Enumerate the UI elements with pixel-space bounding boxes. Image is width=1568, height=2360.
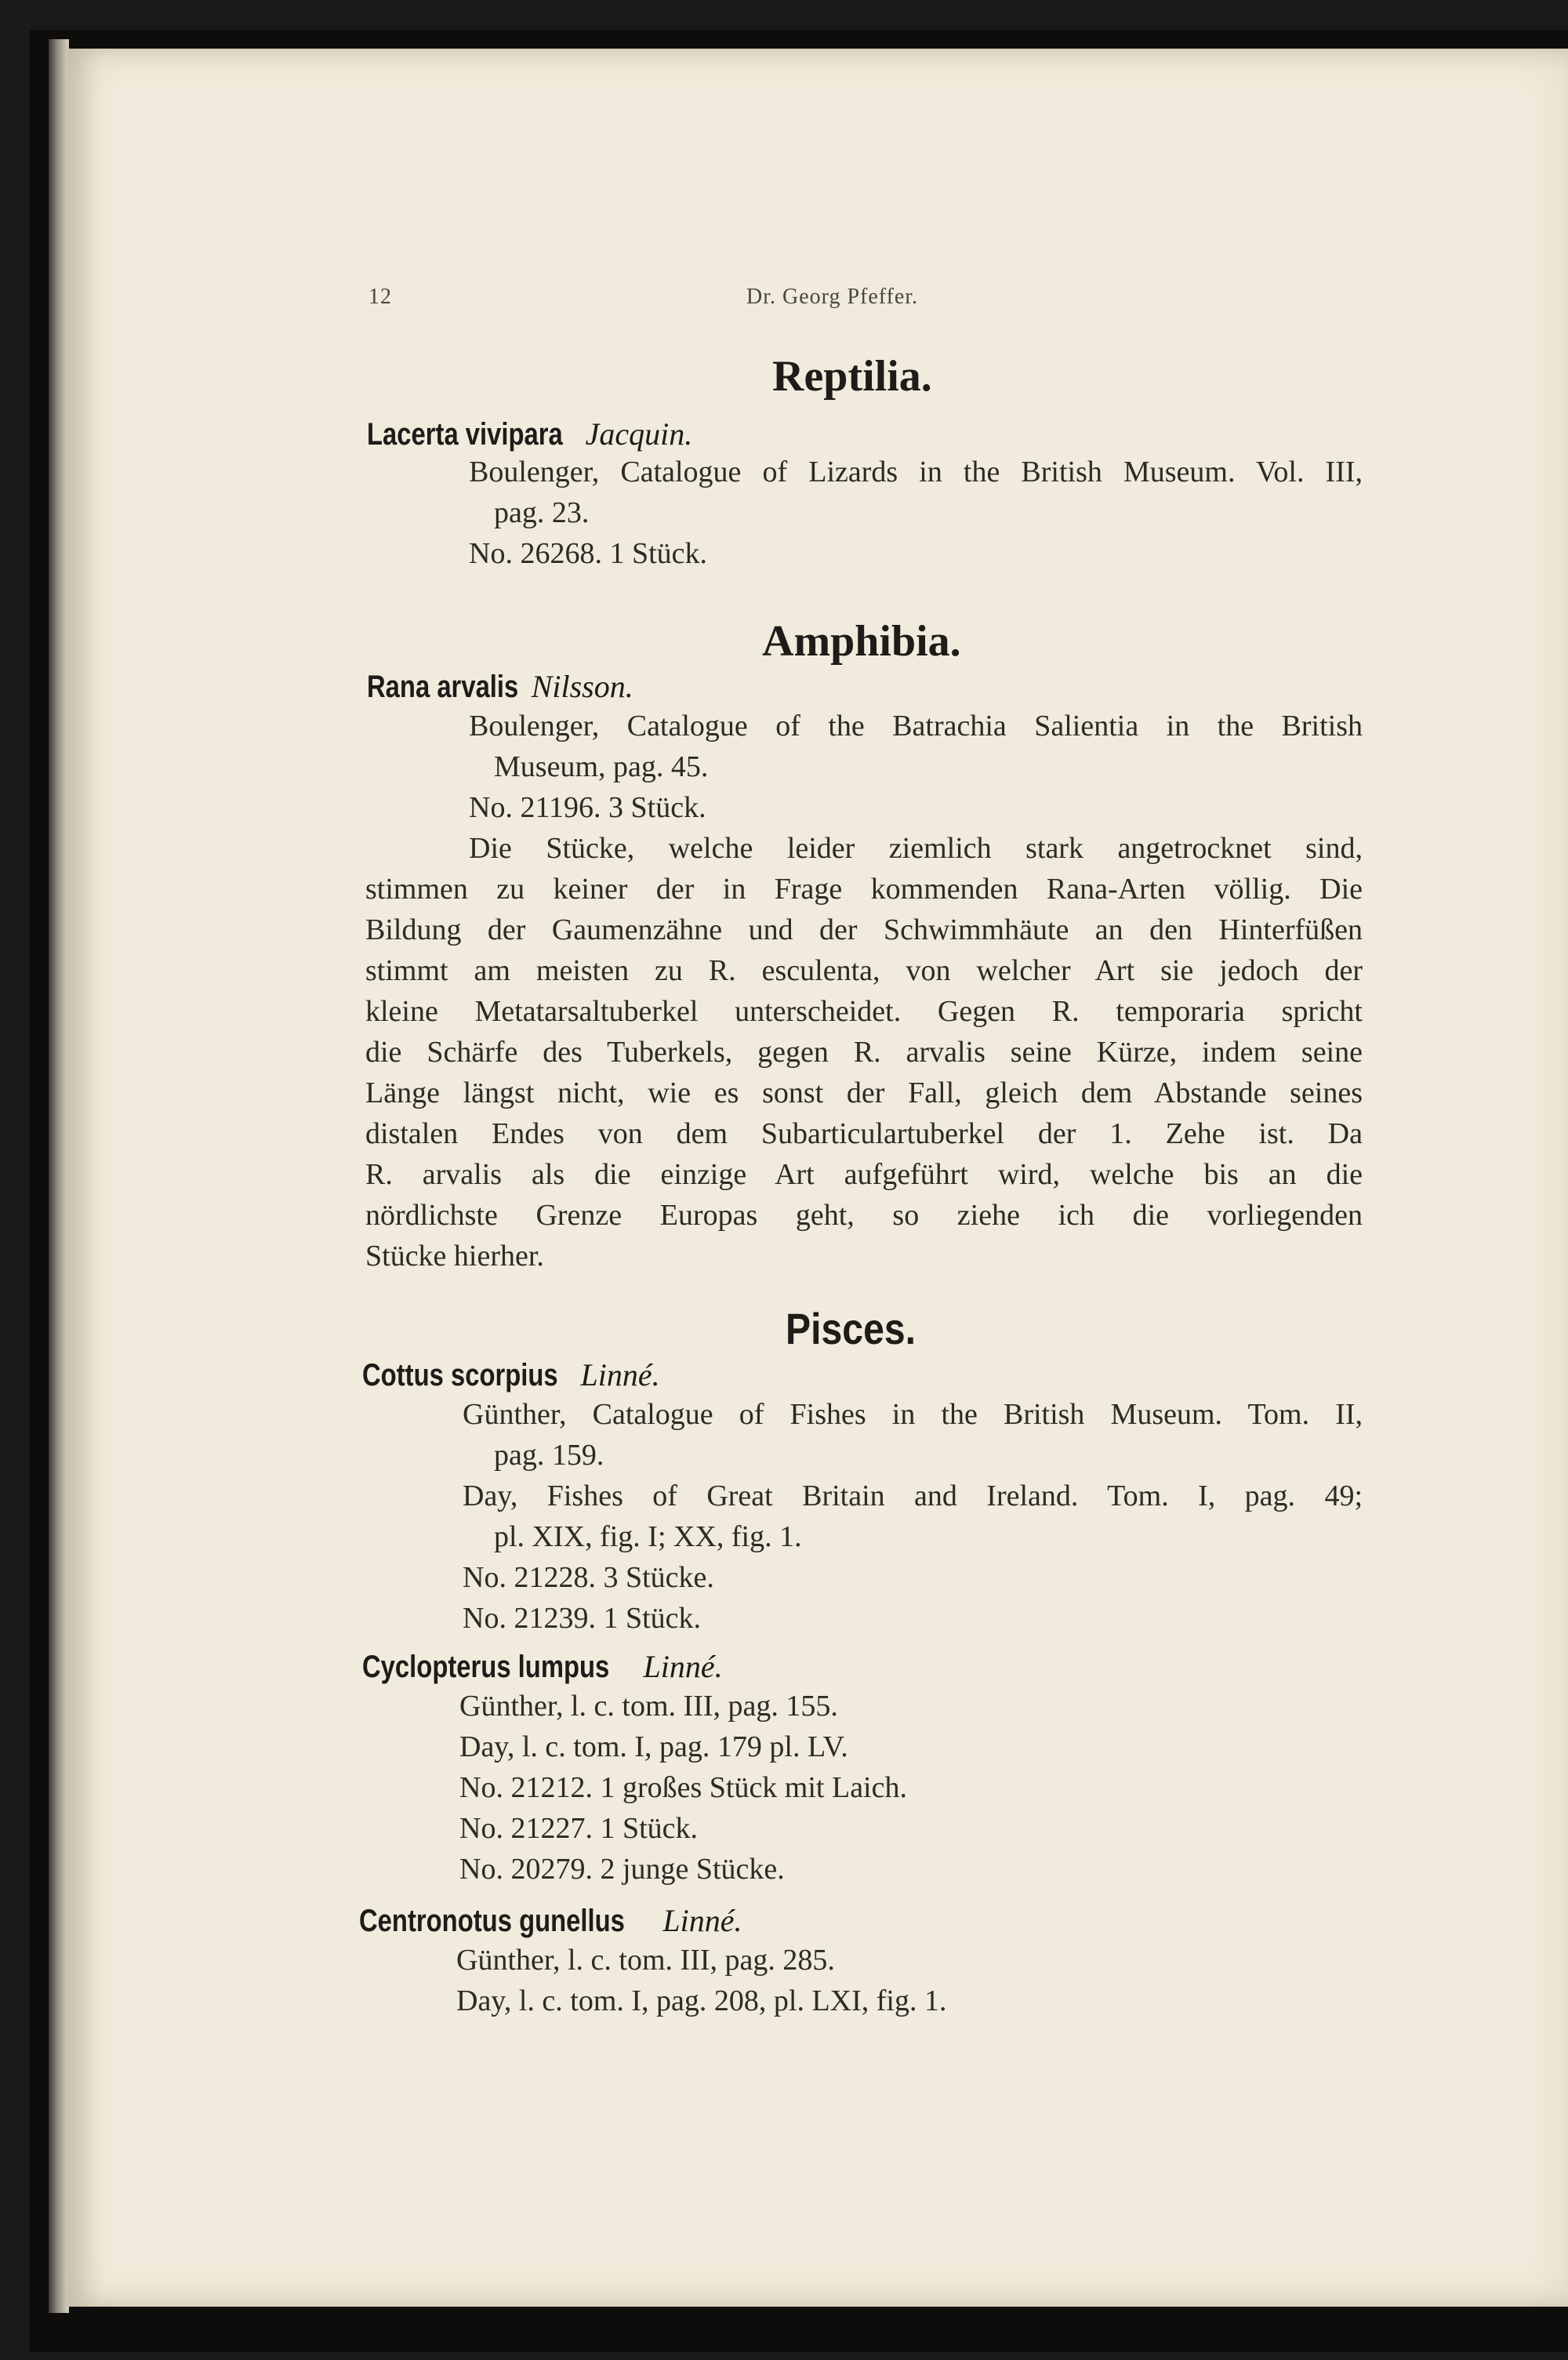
species-name: Rana arvalis	[367, 670, 519, 704]
note-line: stimmt am meisten zu R. esculenta, von welcher Art sie jedoch der	[365, 954, 1363, 987]
specimen-line: No. 21212. 1 großes Stück mit Laich.	[459, 1771, 907, 1804]
species-cottus-scorpius	[362, 1356, 660, 1393]
reference-line: pag. 23.	[494, 496, 590, 529]
note-line: R. arvalis als die einzige Art aufgeführt wird, welche bis an die	[365, 1158, 1363, 1191]
specimen-line: No. 21227. 1 Stück.	[459, 1812, 698, 1845]
species-author: Linné.	[643, 1649, 723, 1684]
species-cyclopterus-lumpus	[362, 1648, 723, 1685]
species-name: Lacerta vivipara	[367, 417, 563, 452]
note-line: Länge längst nicht, wie es sonst der Fall, gleich dem Abstande seines	[365, 1077, 1363, 1109]
species-author: Jacquin.	[585, 416, 693, 452]
species-rana-arvalis	[367, 668, 633, 705]
reference-line: Boulenger, Catalogue of the Batrachia Salientia in the British	[469, 710, 1363, 742]
reference-line: Günther, l. c. tom. III, pag. 285.	[456, 1944, 835, 1977]
reference-line: pag. 159.	[494, 1439, 604, 1472]
species-author: Linné.	[662, 1903, 742, 1938]
reference-line: Museum, pag. 45.	[494, 750, 709, 783]
note-line: kleine Metatarsaltuberkel unterscheidet. Gegen R. temporaria spricht	[365, 995, 1363, 1028]
specimen-line: No. 21196. 3 Stück.	[469, 791, 706, 824]
reference-line: Day, Fishes of Great Britain and Ireland. Tom. I, pag. 49;	[463, 1480, 1363, 1512]
specimen-line: No. 20279. 2 junge Stücke.	[459, 1853, 785, 1886]
species-name: Cottus scorpius	[362, 1358, 558, 1392]
note-line: distalen Endes von dem Subarticulartuberkel der 1. Zehe ist. Da	[365, 1117, 1363, 1150]
reference-line: Günther, Catalogue of Fishes in the British Museum. Tom. II,	[463, 1398, 1363, 1431]
page-number: 12	[368, 285, 392, 309]
note-line: stimmen zu keiner der in Frage kommenden Rana-Arten völlig. Die	[365, 873, 1363, 906]
specimen-line: No. 26268. 1 Stück.	[469, 537, 707, 570]
running-title: Dr. Georg Pfeffer.	[746, 285, 919, 309]
species-name: Centronotus gunellus	[359, 1904, 625, 1938]
reference-line: Day, l. c. tom. I, pag. 179 pl. LV.	[459, 1730, 848, 1763]
reference-line: Day, l. c. tom. I, pag. 208, pl. LXI, fig. 1.	[456, 1984, 947, 2017]
specimen-line: No. 21228. 3 Stücke.	[463, 1561, 714, 1594]
species-lacerta-vivipara	[367, 416, 692, 452]
section-heading-reptilia: Reptilia.	[772, 352, 932, 401]
species-centronotus-gunellus	[359, 1902, 742, 1939]
species-author: Nilsson.	[531, 669, 633, 704]
note-line: nördlichste Grenze Europas geht, so ziehe ich die vorliegenden	[365, 1199, 1363, 1232]
reference-line: Günther, l. c. tom. III, pag. 155.	[459, 1690, 838, 1723]
note-line: Die Stücke, welche leider ziemlich stark angetrocknet sind,	[469, 832, 1363, 865]
section-heading-amphibia: Amphibia.	[762, 617, 961, 666]
note-line: Bildung der Gaumenzähne und der Schwimmhäute an den Hinterfüßen	[365, 913, 1363, 946]
note-line: Stücke hierher.	[365, 1240, 544, 1273]
reference-line: pl. XIX, fig. I; XX, fig. 1.	[494, 1520, 802, 1553]
reference-line: Boulenger, Catalogue of Lizards in the British Museum. Vol. III,	[469, 456, 1363, 488]
section-heading-pisces: Pisces.	[786, 1304, 916, 1353]
species-name: Cyclopterus lumpus	[362, 1650, 610, 1684]
specimen-line: No. 21239. 1 Stück.	[463, 1602, 701, 1635]
note-line: die Schärfe des Tuberkels, gegen R. arvalis seine Kürze, indem seine	[365, 1036, 1363, 1069]
species-author: Linné.	[580, 1357, 660, 1392]
